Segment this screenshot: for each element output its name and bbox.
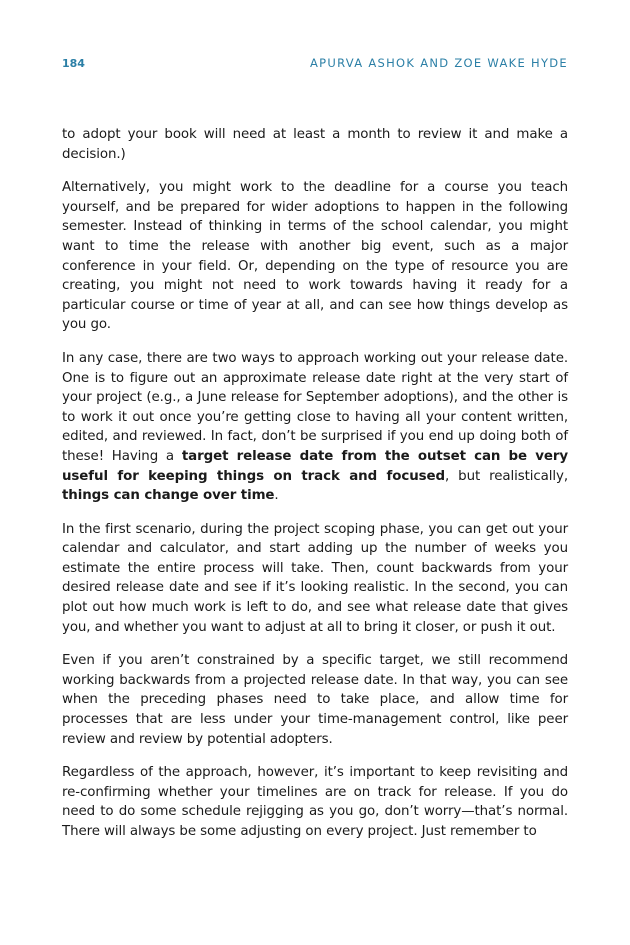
paragraph-5: Even if you aren’t constrained by a specific target, we still recommend working backwards from a projected release date. In that way, you can see when the preceding phases need to take place, and allow time for processes that are less under your time-management control, like peer review and review by potential adopters. (62, 653, 568, 747)
paragraph-3-bold-a: target release date from the outset can be very useful for keeping things on track and focused (62, 448, 568, 484)
paragraph-6: Regardless of the approach, however, it’s important to keep revisiting and re-confirming whether your timelines are on track for release. If you do need to do some schedule rejigging as you go, don’t worry—that’s normal. There will always be some adjusting on every project. Just remember to (62, 765, 568, 839)
paragraph-4: In the first scenario, during the project scoping phase, you can get out your calendar and calculator, and start adding up the number of weeks you estimate the entire process will take. Then, count backwards from your desired release date and see if it’s looking realistic. In the second, you can plot out how much work is left to do, and see what release date that gives you, and whether you want to adjust at all to bring it closer, or push it out. (62, 521, 568, 635)
paragraph-3-text-c: , but realistically, (444, 468, 568, 484)
paragraph-3-text-a: In any case, there are two ways to approach working out your release date. One is to figure out an approximate release date right at the very start of your project (e.g., a June release for September adoptions), and the other is to work it out once you’re getting close to having all your content written, edited, and reviewed. In fact, don’t be surprised if you end up doing both of these! Having a (62, 350, 568, 464)
paragraph-1: to adopt your book will need at least a month to review it and make a decision.) (62, 127, 568, 162)
paragraph-3-bold-d: things can change over time (62, 488, 275, 504)
page-number: 184 (62, 56, 85, 70)
paragraph-2: Alternatively, you might work to the deadline for a course you teach yourself, and be prepared for wider adoptions to happen in the following semester. Instead of thinking in terms of the school calendar, you might want to time the release with another big event, such as a major conference in your field. Or, depending on the type of resource you are creating, you might not need to work towards having it ready for a particular course or time of year at all, and can see how things develop as you go. (62, 180, 568, 333)
body-text (62, 125, 568, 856)
paragraph-3-text-e: . (274, 488, 279, 504)
running-title: APURVA ASHOK AND ZOE WAKE HYDE (310, 56, 568, 70)
paragraph-3 (62, 349, 568, 506)
running-head (62, 55, 568, 71)
